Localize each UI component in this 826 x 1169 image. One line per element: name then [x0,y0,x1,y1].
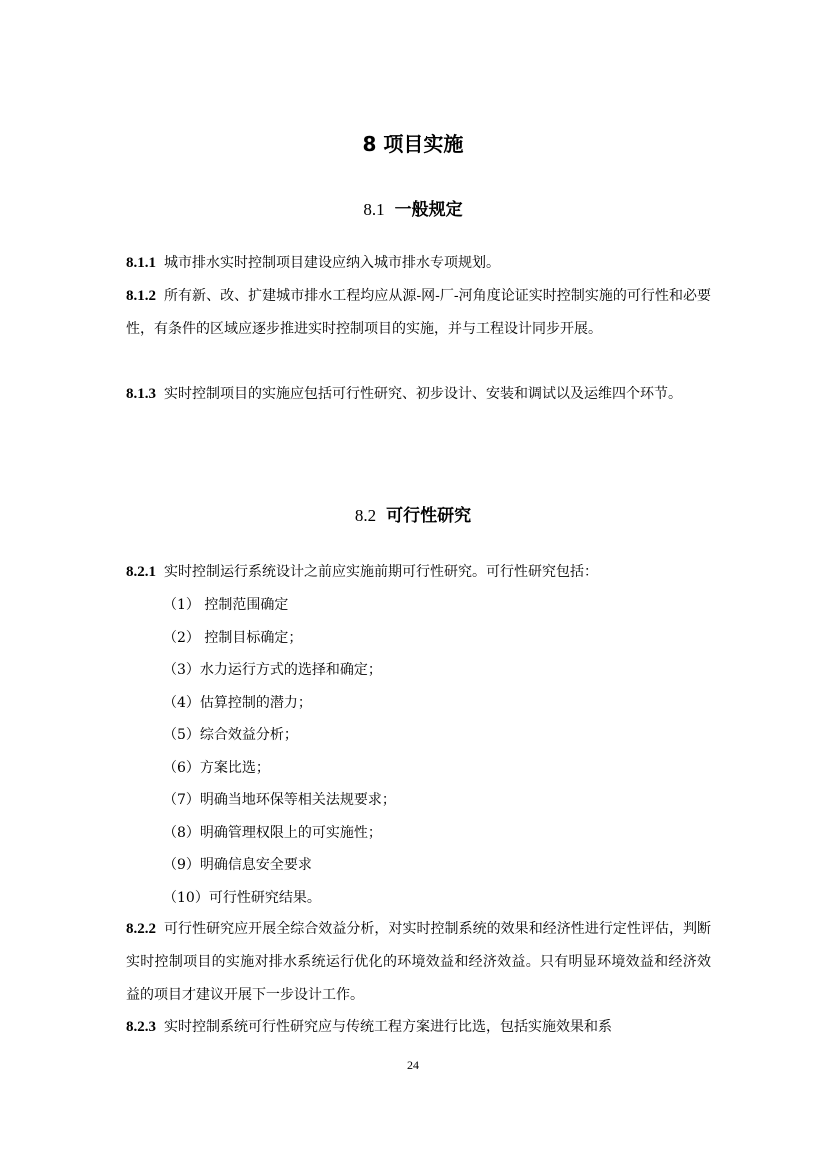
clause-8-2-1 [126,556,711,589]
list-item: （1） 控制范围确定 [163,597,289,613]
clause-number: 8.1.1 [126,255,156,271]
list-item: （3）水力运行方式的选择和确定； [163,662,382,678]
list-item: （2） 控制目标确定； [163,629,303,646]
clause-text: 可行性研究应开展全综合效益分析，对实时控制系统的效果和经济性进行定性评估，判断实时控制项目的实施对排水系统运行优化的环境效益和经济效益。只有明显环境效益和经济效益的项目才建议开展下一步设计工作。 [126,921,711,1003]
list-item: （5）综合效益分析； [163,727,298,743]
clause-text: 实时控制项目的实施应包括可行性研究、初步设计、安装和调试以及运维四个环节。 [164,386,682,402]
list-item: （7）明确当地环保等相关法规要求； [163,792,396,808]
clause-8-1-2 [126,280,711,346]
clause-number: 8.1.2 [126,288,156,304]
clause-number: 8.1.3 [126,386,156,402]
section-title-text: 可行性研究 [386,506,472,526]
clause-text: 城市排水实时控制项目建设应纳入城市排水专项规划。 [164,255,500,271]
clause-8-1-3 [126,378,711,411]
clause-8-1-1 [126,247,711,280]
clause-text: 实时控制运行系统设计之前应实施前期可行性研究。可行性研究包括： [164,564,598,580]
chapter-title: 8 项目实施 [362,132,464,156]
list-item: （10）可行性研究结果。 [163,889,321,906]
clause-number: 8.2.2 [126,921,156,937]
clause-8-2-2 [126,913,711,1012]
clause-number: 8.2.1 [126,564,156,580]
list-item: （6）方案比选； [163,759,270,776]
page-number: 24 [407,1058,419,1072]
section-number: 8.1 [363,200,385,219]
clause-8-2-3 [126,1011,711,1044]
clause-number: 8.2.3 [126,1019,156,1035]
clause-text: 所有新、改、扩建城市排水工程均应从源-网-厂-河角度论证实时控制实施的可行性和必要性，有条件的区域应逐步推进实时控制项目的实施，并与工程设计同步开展。 [126,288,711,337]
clause-text: 实时控制系统可行性研究应与传统工程方案进行比选，包括实施效果和系 [164,1019,612,1035]
section-number: 8.2 [354,506,377,525]
feasibility-items-list [163,589,396,914]
section-title-text: 一般规定 [394,200,463,220]
list-item: （9）明确信息安全要求 [163,857,312,873]
list-item: （8）明确管理权限上的可实施性； [163,824,382,841]
list-item: （4）估算控制的潜力； [163,694,312,711]
section-heading-8-2 [0,502,826,530]
section-heading-8-1 [0,196,826,224]
